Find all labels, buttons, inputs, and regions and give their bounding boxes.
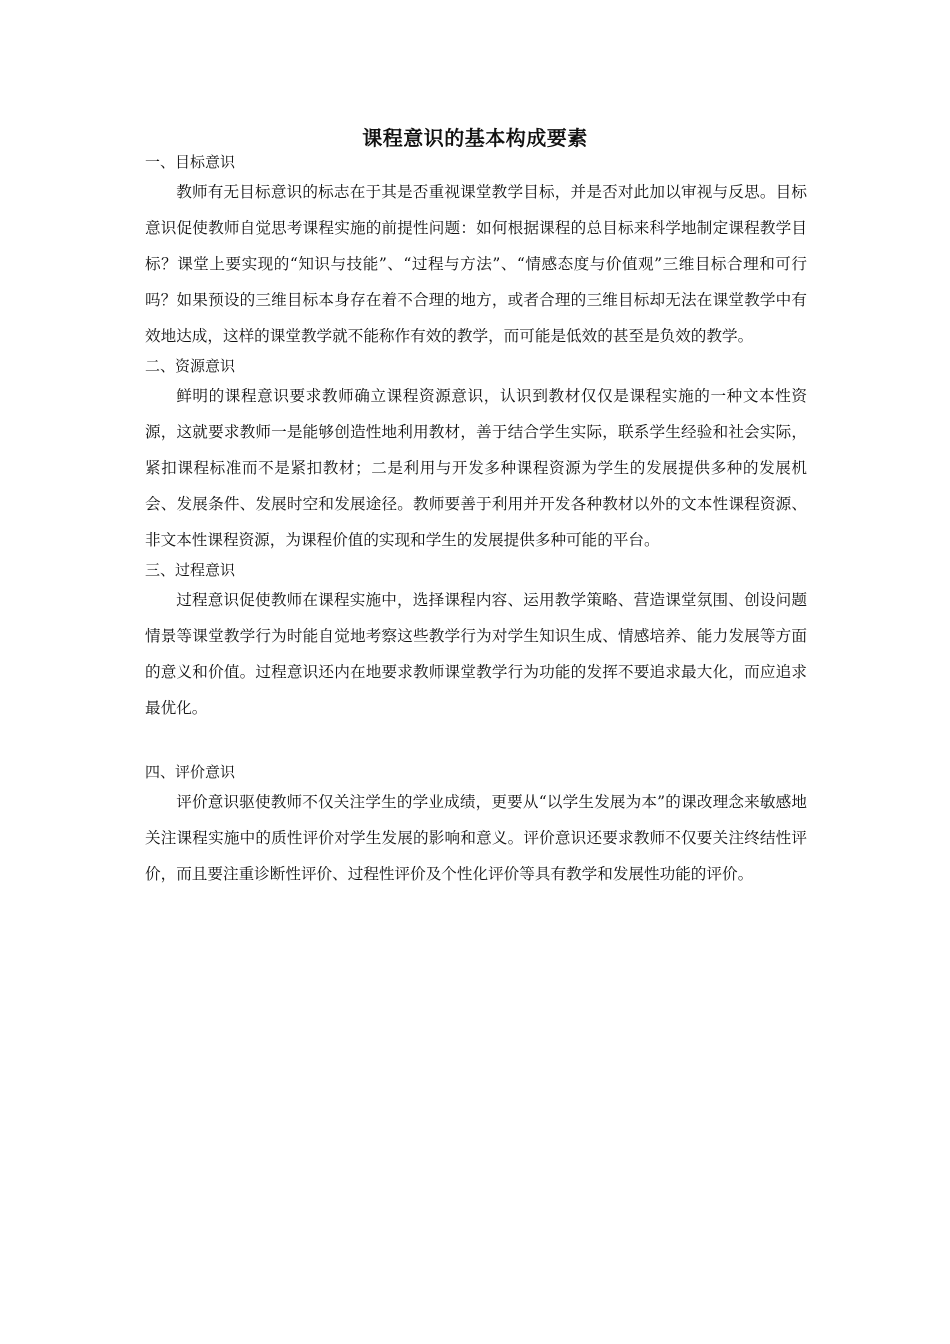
section-evaluation-awareness (145, 760, 807, 892)
section-heading: 二、资源意识 (145, 357, 236, 375)
section-process-awareness (145, 558, 807, 726)
section-paragraph: 鲜明的课程意识要求教师确立课程资源意识，认识到教材仅仅是课程实施的一种文本性资源，这就要求教师一是能够创造性地利用教材，善于结合学生实际，联系学生经验和社会实际，紧扣课程标准而不是紧扣教材；二是利用与开发多种课程资源为学生的发展提供多种的发展机会、发展条件、发展时空和发展途径。教师要善于利用并开发各种教材以外的文本性课程资源、非文本性课程资源，为课程价值的实现和学生的发展提供多种可能的平台。 (145, 387, 807, 549)
blank-line (145, 726, 807, 760)
section-heading: 四、评价意识 (145, 763, 236, 781)
section-goal-awareness (145, 150, 807, 354)
section-heading: 一、目标意识 (145, 153, 236, 171)
section-paragraph: 教师有无目标意识的标志在于其是否重视课堂教学目标，并是否对此加以审视与反思。目标意识促使教师自觉思考课程实施的前提性问题：如何根据课程的总目标来科学地制定课程教学目标？课堂上要实现的“知识与技能”、“过程与方法”、“情感态度与价值观”三维目标合理和可行吗？如果预设的三维目标本身存在着不合理的地方，或者合理的三维目标却无法在课堂教学中有效地达成，这样的课堂教学就不能称作有效的教学，而可能是低效的甚至是负效的教学。 (145, 183, 807, 345)
section-heading: 三、过程意识 (145, 561, 236, 579)
document-body (145, 150, 807, 892)
document-title: 课程意识的基本构成要素 (362, 126, 588, 150)
section-paragraph: 评价意识驱使教师不仅关注学生的学业成绩，更要从“以学生发展为本”的课改理念来敏感地关注课程实施中的质性评价对学生发展的影响和意义。评价意识还要求教师不仅要关注终结性评价，而且要注重诊断性评价、过程性评价及个性化评价等具有教学和发展性功能的评价。 (145, 793, 807, 883)
section-paragraph: 过程意识促使教师在课程实施中，选择课程内容、运用教学策略、营造课堂氛围、创设问题情景等课堂教学行为时能自觉地考察这些教学行为对学生知识生成、情感培养、能力发展等方面的意义和价值。过程意识还内在地要求教师课堂教学行为功能的发挥不要追求最大化，而应追求最优化。 (145, 591, 807, 717)
section-resource-awareness (145, 354, 807, 558)
